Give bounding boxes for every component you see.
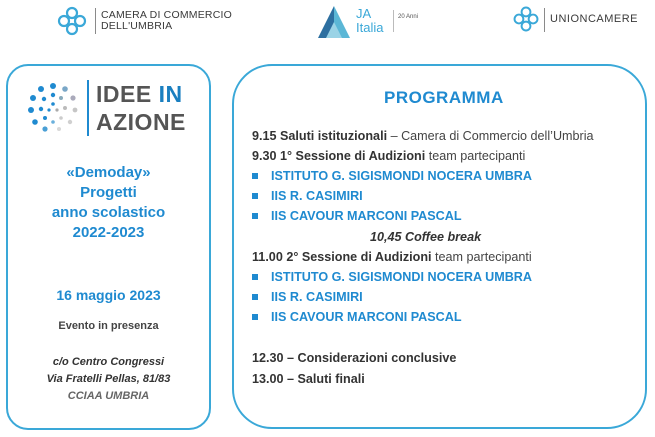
agenda-item-time: 12.30 [252, 351, 284, 365]
agenda-item-detail: team partecipanti [425, 149, 526, 163]
ja-italia-logo-icon [316, 4, 352, 40]
agenda-item-title: 9.15 Saluti istituzionali [252, 129, 388, 143]
italia-text: Italia [356, 20, 384, 35]
school-name: IIS CAVOUR MARCONI PASCAL [271, 209, 462, 223]
divider [95, 8, 96, 34]
agenda-item-title: 11.00 2° Sessione di Audizioni [252, 250, 432, 264]
school-name: IIS R. CASIMIRI [271, 290, 363, 304]
agenda-item-detail: team partecipanti [431, 250, 532, 264]
agenda-item-title: – Saluti finali [283, 372, 365, 386]
venue-line: Via Fratelli Pellas, 81/83 [46, 373, 171, 385]
agenda-item [252, 148, 525, 164]
unioncamere-name: UNIONCAMERE [550, 13, 639, 25]
school-list-item [252, 289, 363, 305]
school-name: ISTITUTO G. SIGISMONDI NOCERA UMBRA [271, 270, 532, 284]
bullet-icon [252, 193, 258, 199]
bullet-icon [252, 314, 258, 320]
school-year: 2022-2023 [72, 224, 145, 241]
divider [393, 10, 394, 32]
agenda-item-detail: – Camera di Commercio dell’Umbria [387, 129, 594, 143]
agenda-item [252, 128, 594, 144]
school-list-item [252, 188, 363, 204]
agenda-item [252, 350, 456, 366]
unioncamere-logo-icon [511, 4, 541, 34]
ja-italia-name [356, 7, 383, 35]
event-subtitle: Progetti [80, 184, 137, 201]
logo-text-line: CAMERA DI COMMERCIO [101, 9, 232, 21]
logo-text-line: DELL'UMBRIA [101, 20, 173, 32]
brand-word: IDEE [96, 81, 152, 107]
school-list-item [252, 309, 462, 325]
event-details [6, 163, 211, 243]
ja-text: JA [356, 6, 372, 21]
brand-title [96, 80, 186, 136]
event-mode: Evento in presenza [58, 320, 159, 332]
venue-line: c/o Centro Congressi [52, 356, 165, 368]
bullet-icon [252, 173, 258, 179]
school-list-item [252, 208, 462, 224]
agenda-item-title: – Considerazioni conclusive [283, 351, 457, 365]
agenda-item-title: 9.30 1° Sessione di Audizioni [252, 149, 426, 163]
school-list-item [252, 168, 532, 184]
venue [6, 354, 211, 405]
bullet-icon [252, 213, 258, 219]
anniversary-badge: 20 Anni [398, 14, 419, 20]
venue-line: CCIAA UMBRIA [67, 390, 150, 402]
brand-word: IN [158, 81, 183, 107]
bullet-icon [252, 294, 258, 300]
event-date: 16 maggio 2023 [56, 287, 161, 303]
school-name: ISTITUTO G. SIGISMONDI NOCERA UMBRA [271, 169, 532, 183]
agenda-item [252, 249, 532, 265]
agenda-item-time: 13.00 [252, 372, 284, 386]
idee-in-azione-logo-icon [25, 80, 81, 136]
divider [544, 8, 545, 32]
agenda-item [252, 371, 365, 387]
bullet-icon [252, 274, 258, 280]
school-name: IIS R. CASIMIRI [271, 189, 363, 203]
programma-title: PROGRAMMA [384, 88, 504, 107]
school-name: IIS CAVOUR MARCONI PASCAL [271, 310, 462, 324]
event-name: «Demoday» [66, 164, 151, 181]
camera-commercio-logo-icon [55, 4, 89, 38]
camera-commercio-name [101, 10, 232, 32]
coffee-break: 10,45 Coffee break [370, 230, 482, 244]
school-list-item [252, 269, 532, 285]
event-subtitle: anno scolastico [51, 204, 166, 221]
brand-word: AZIONE [96, 109, 186, 135]
logo-divider [87, 80, 89, 136]
